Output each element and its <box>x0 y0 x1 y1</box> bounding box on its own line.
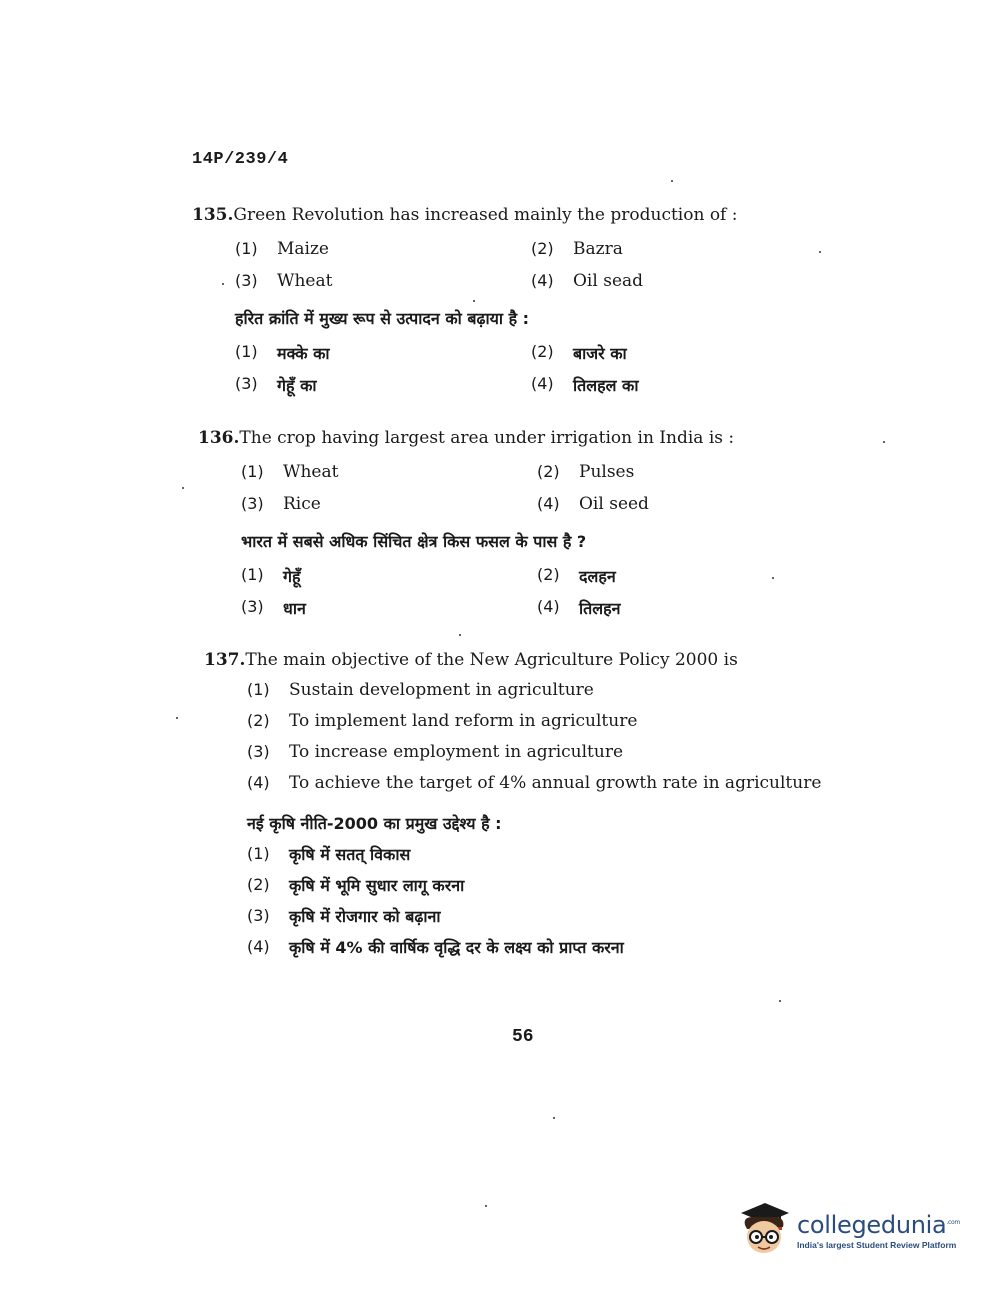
student-mascot-icon <box>735 1199 793 1261</box>
question-text-line <box>192 205 827 225</box>
question-text-line <box>198 428 833 448</box>
brand-name: collegedunia$^{.com}$ <box>797 1211 960 1239</box>
scan-speck <box>182 487 184 489</box>
hindi-option-2: (2) बाजरे का <box>531 342 627 363</box>
hindi-option-grid <box>241 560 833 624</box>
scan-speck <box>473 300 475 302</box>
option-4: (4) To achieve the target of 4% annual growth rate in agriculture <box>247 772 822 793</box>
option-3: (3) To increase employment in agriculture <box>247 741 624 762</box>
hindi-option-4: (4) कृषि में 4% की वार्षिक वृद्धि दर के लक्ष्य को प्राप्त करना <box>247 937 624 957</box>
collegedunia-logo <box>735 1195 965 1265</box>
option-4: (4) Oil sead <box>531 271 644 291</box>
hindi-option-3: (3) धान <box>241 597 306 618</box>
question-number: 136. <box>198 428 240 448</box>
scan-speck <box>485 1205 487 1207</box>
paper-code: 14P/239/4 <box>192 150 289 169</box>
hindi-option-1: (1) कृषि में सतत् विकास <box>247 844 411 864</box>
scan-speck <box>553 1117 555 1119</box>
question-137 <box>204 650 821 962</box>
hindi-option-2: (2) दलहन <box>537 565 616 586</box>
option-list <box>247 674 821 798</box>
hindi-option-list <box>247 838 821 962</box>
scan-speck <box>176 717 178 719</box>
option-1: (1) Maize <box>235 239 329 259</box>
question-text: The crop having largest area under irrigation in India is : <box>239 428 735 448</box>
scan-speck <box>819 251 821 253</box>
option-2: (2) Pulses <box>537 462 635 482</box>
scan-speck <box>222 283 224 285</box>
scan-speck <box>883 441 885 443</box>
option-grid <box>241 456 833 520</box>
question-135 <box>192 205 827 401</box>
option-grid <box>235 233 827 297</box>
hindi-option-4: (4) तिलहन <box>537 597 621 618</box>
hindi-option-3: (3) गेहूँ का <box>235 374 317 395</box>
hindi-option-4: (4) तिलहल का <box>531 374 639 395</box>
option-1: (1) Wheat <box>241 462 339 482</box>
option-4: (4) Oil seed <box>537 494 649 514</box>
hindi-question-text: हरित क्रांति में मुख्य रूप से उत्पादन को बढ़ाया है : <box>235 309 530 328</box>
scan-speck <box>772 577 774 579</box>
option-2: (2) Bazra <box>531 239 623 259</box>
option-3: (3) Rice <box>241 494 321 514</box>
hindi-option-2: (2) कृषि में भूमि सुधार लागू करना <box>247 875 465 895</box>
logo-text <box>797 1210 960 1250</box>
option-3: (3) Wheat <box>235 271 333 291</box>
question-text-line <box>204 650 821 670</box>
question-136 <box>198 428 833 624</box>
hindi-question-text: नई कृषि नीति-2000 का प्रमुख उद्देश्य है : <box>247 814 502 833</box>
hindi-option-3: (3) कृषि में रोजगार को बढ़ाना <box>247 906 441 926</box>
scan-speck <box>779 1000 781 1002</box>
hindi-question-text: भारत में सबसे अधिक सिंचित क्षेत्र किस फसल के पास है ? <box>241 532 587 551</box>
scan-speck <box>459 634 461 636</box>
hindi-option-1: (1) गेहूँ <box>241 565 301 586</box>
page-number: 56 <box>512 1027 534 1047</box>
question-text: Green Revolution has increased mainly the production of : <box>233 205 738 225</box>
scan-speck <box>671 180 673 182</box>
brand-tagline: India's largest Student Review Platform <box>797 1240 957 1250</box>
hindi-option-grid <box>235 337 827 401</box>
question-number: 135. <box>192 205 234 225</box>
option-1: (1) Sustain development in agriculture <box>247 679 594 700</box>
hindi-option-1: (1) मक्के का <box>235 342 330 363</box>
question-text: The main objective of the New Agriculture Policy 2000 is <box>245 650 738 670</box>
question-number: 137. <box>204 650 246 670</box>
option-2: (2) To implement land reform in agriculture <box>247 710 638 731</box>
